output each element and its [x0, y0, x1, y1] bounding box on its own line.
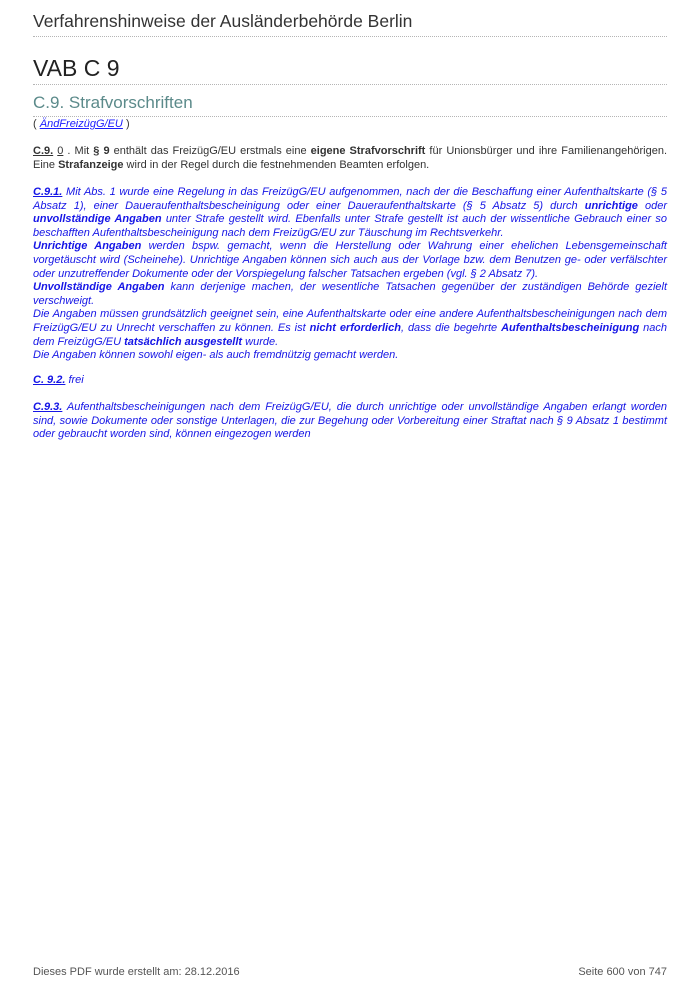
c92-ref-link[interactable]: C. 9.2.	[33, 374, 66, 386]
c91-text: nach dem FreizügG/EU	[33, 321, 667, 348]
section-c92	[33, 374, 667, 388]
amend-open: (	[33, 118, 40, 130]
section-c93	[33, 401, 667, 442]
amendment-link[interactable]: ÄndFreizügG/EU	[39, 118, 123, 130]
c91-text: Mit Abs. 1 wurde eine Regelung in das FreizügG/EU aufgenommen, nach der die Beschaffung einer Aufenthaltskarte (§ 5 Absatz 1), einer Daueraufenthaltsbescheinigung oder einer Daueraufenthaltskarte (§ 5 Absatz 5) durch	[33, 186, 667, 212]
intro-bold-1: § 9	[93, 145, 110, 157]
c91-bold: Unrichtige Angaben	[33, 240, 142, 253]
intro-text-4: wird in der Regel durch die festnehmenden Beamten erfolgen.	[123, 158, 430, 171]
section-divider	[33, 116, 667, 117]
page-title: VAB C 9	[33, 55, 120, 81]
intro-text-1: . Mit	[63, 145, 94, 157]
c91-ref-link[interactable]: C.9.1.	[33, 186, 63, 198]
section-title: C.9. Strafvorschriften	[33, 93, 193, 112]
c91-text: kann derjenige machen, der wesentliche Tatsachen gegenüber der zuständigen Behörde gezielt verschweigt.	[33, 281, 668, 307]
intro-paragraph	[33, 145, 667, 172]
c91-bold: unrichtige	[584, 199, 638, 212]
intro-text-2: enthält das FreizügG/EU erstmals eine	[109, 145, 311, 157]
c91-paragraph-1	[33, 186, 667, 240]
subref-link[interactable]: 0	[57, 145, 64, 157]
c91-bold: nicht erforderlich	[309, 321, 401, 334]
section-c91	[33, 186, 667, 363]
header-divider	[33, 36, 667, 37]
c91-bold: Unvollständige Angaben	[33, 281, 165, 294]
footer-created-date: Dieses PDF wurde erstellt am: 28.12.2016	[33, 966, 240, 978]
c93-ref-link[interactable]: C.9.3.	[33, 401, 63, 413]
c91-bold: unvollständige Angaben	[33, 213, 162, 226]
amendment-reference	[33, 118, 130, 130]
intro-text-3: für Unionsbürger und ihre Familienangehörigen. Eine	[33, 145, 668, 171]
c91-paragraph-5	[33, 349, 667, 363]
intro-bold-3: Strafanzeige	[58, 158, 124, 171]
c92-text: frei	[65, 374, 84, 386]
c91-text: , dass die begehrte	[400, 321, 502, 334]
c91-text: werden bspw. gemacht, wenn die Herstellung oder Wahrung einer ehelichen Lebensgemeinschaft vorgetäuscht wird (Scheinehe). Unrichtige Angaben können sich auch aus der Vorlage bzw. dem Benutzen ge- oder verfälschter oder unzutreffender Dokumente oder der Vorspiegelung falscher Tatsachen ergeben (vgl. § 2 Absatz 7).	[33, 240, 667, 280]
running-header: Verfahrenshinweise der Ausländerbehörde Berlin	[33, 11, 413, 31]
c91-text: wurde.	[242, 335, 279, 348]
c91-bold: Aufenthaltsbescheinigung	[501, 321, 640, 334]
c91-paragraph-3	[33, 281, 667, 308]
c91-bold: tatsächlich ausgestellt	[124, 335, 243, 348]
title-divider	[33, 84, 667, 85]
c91-text: oder	[637, 199, 668, 212]
c91-paragraph-2	[33, 240, 667, 281]
intro-bold-2: eigene Strafvorschrift	[310, 145, 426, 157]
c91-text: Die Angaben müssen grundsätzlich geeignet sein, eine Aufenthaltskarte oder eine andere Aufenthaltsbescheinigungen nach dem FreizügG/EU zu Unrecht verschaffen zu können. Es ist	[33, 308, 667, 334]
c91-paragraph-4	[33, 308, 667, 349]
c91-text: Die Angaben können sowohl eigen- als auch fremdnützig gemacht werden.	[33, 349, 399, 362]
footer-page-number: Seite 600 von 747	[578, 966, 667, 978]
c93-text: Aufenthaltsbescheinigungen nach dem FreizügG/EU, die durch unrichtige oder unvollständige Angaben erlangt worden sind, sowie Dokumente oder sonstige Unterlagen, die zur Begehung oder Vorbereitung einer Straftat nach § 9 Absatz 1 bestimmt oder gebraucht worden sind, können eingezogen werden	[33, 401, 667, 441]
amend-close: )	[122, 118, 130, 130]
section-ref-link[interactable]: C.9.	[33, 145, 54, 157]
c91-text: unter Strafe gestellt wird. Ebenfalls unter Strafe gestellt ist auch der wissentliche Gebrauch einer so beschafften Aufenthaltsbescheinigung nach dem FreizügG/EU zur Täuschung im Rechtsverkehr.	[33, 213, 667, 239]
